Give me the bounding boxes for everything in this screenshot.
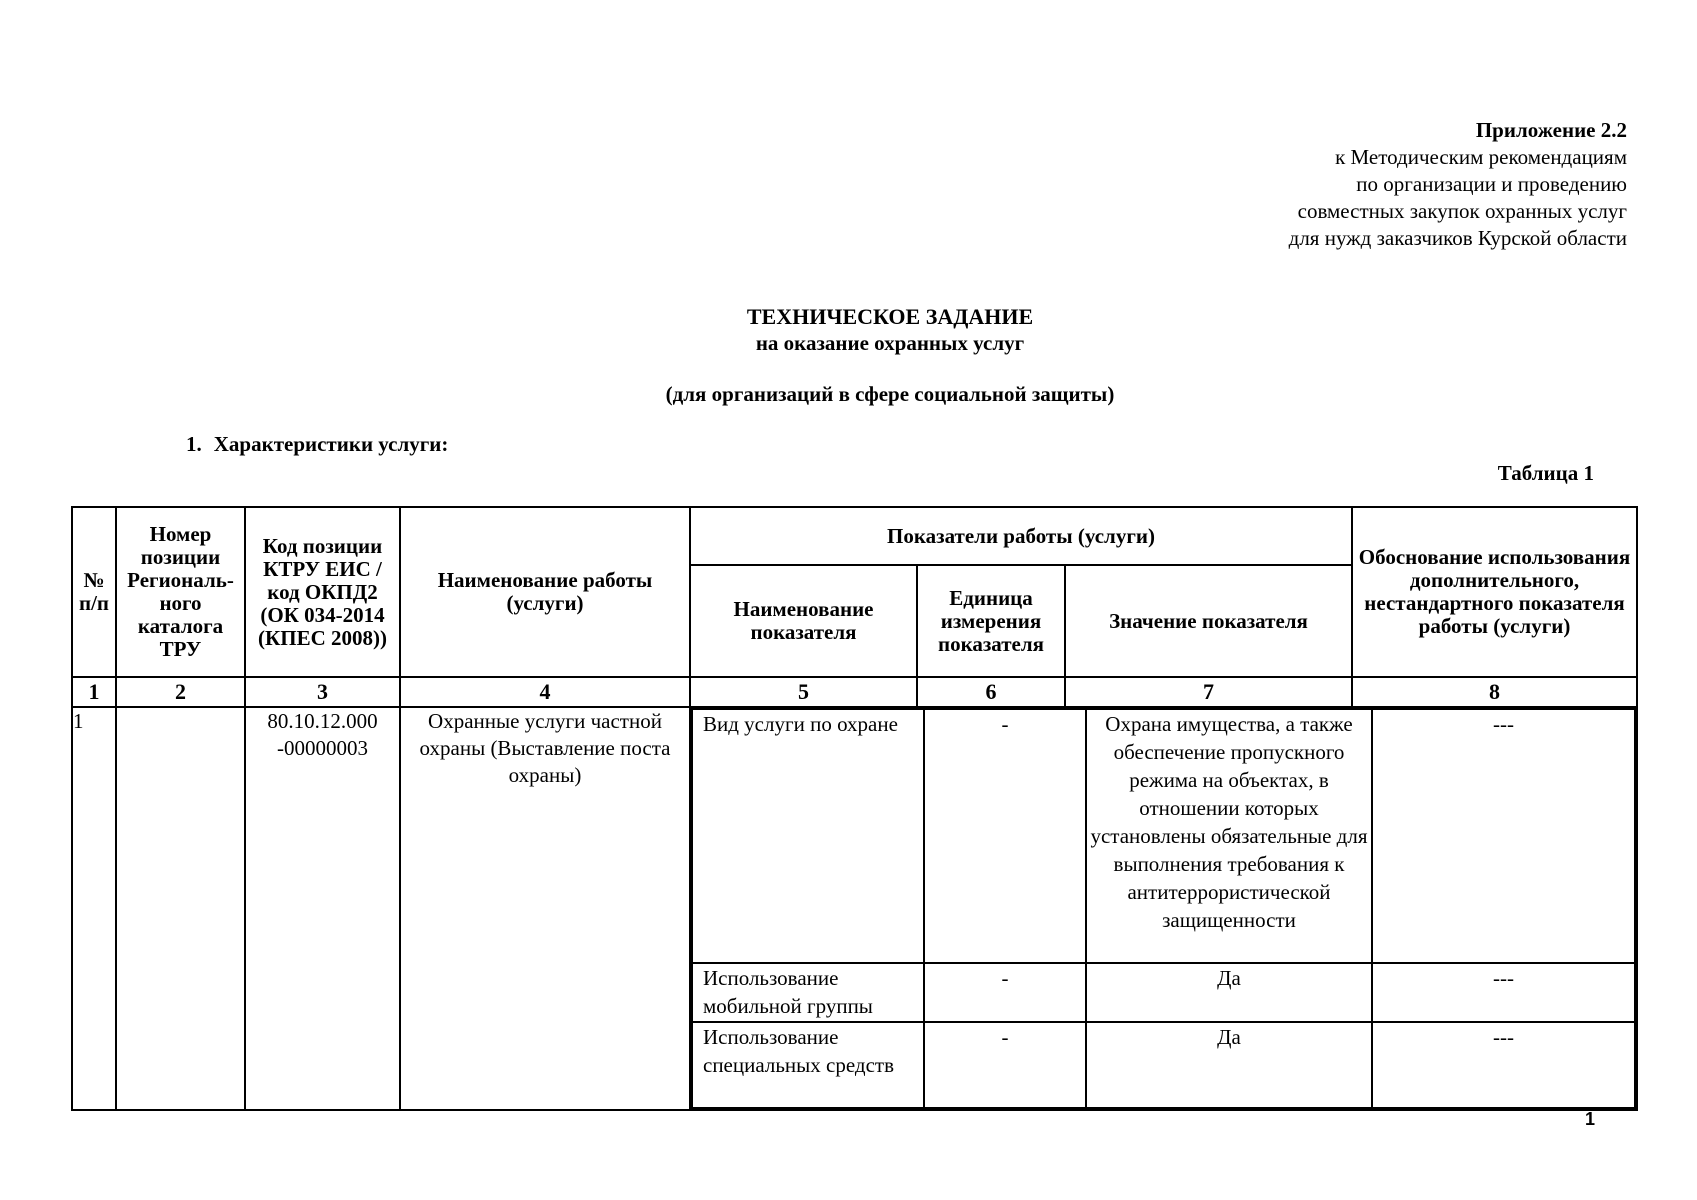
indicators-subtable [691, 708, 1636, 1109]
header-row-number: № п/п [72, 507, 116, 677]
indicator-justification: --- [1372, 963, 1635, 1022]
appendix-block [1289, 117, 1627, 252]
indicator-unit: - [924, 963, 1086, 1022]
column-number: 7 [1065, 677, 1352, 707]
header-catalog-position: Номер позиции Региональ-ного каталога ТРУ [116, 507, 245, 677]
document-subtitle: на оказание охранных услуг [755, 331, 1025, 355]
cell-catalog-position [116, 707, 245, 1110]
header-indicator-name: Наименование показателя [690, 565, 917, 677]
cell-service-name: Охранные услуги частной охраны (Выставление поста охраны) [400, 707, 690, 1110]
indicator-value: Да [1086, 963, 1372, 1022]
table-label: Таблица 1 [1497, 461, 1594, 485]
cell-ktru-code: 80.10.12.000 -00000003 [245, 707, 400, 1110]
indicator-row [692, 709, 1635, 963]
appendix-line-1: к Методическим рекомендациям [1335, 145, 1627, 169]
indicator-name: Использование мобильной группы [692, 963, 924, 1022]
column-number: 5 [690, 677, 917, 707]
indicator-row [692, 963, 1635, 1022]
cell-row-number: 1 [72, 707, 116, 1110]
indicator-value: Да [1086, 1022, 1372, 1108]
column-number: 8 [1352, 677, 1637, 707]
indicator-justification: --- [1372, 709, 1635, 963]
column-number: 6 [917, 677, 1065, 707]
indicator-value: Охрана имущества, а также обеспечение пропускного режима на объектах, в отношении которых установлены обязательные для выполнения требования к антитеррористической защищенности [1086, 709, 1372, 963]
table-row [72, 707, 1637, 1110]
column-number: 4 [400, 677, 690, 707]
indicator-name: Использование специальных средств [692, 1022, 924, 1108]
specification-table [71, 506, 1638, 1111]
column-number: 3 [245, 677, 400, 707]
indicator-justification: --- [1372, 1022, 1635, 1108]
page-number: 1 [1584, 1109, 1595, 1129]
indicator-unit: - [924, 709, 1086, 963]
header-indicators-group: Показатели работы (услуги) [690, 507, 1352, 565]
appendix-line-2: по организации и проведению [1356, 172, 1627, 196]
appendix-line-4: для нужд заказчиков Курской области [1288, 226, 1627, 250]
indicator-unit: - [924, 1022, 1086, 1108]
indicator-name: Вид услуги по охране [692, 709, 924, 963]
column-number: 2 [116, 677, 245, 707]
document-title: ТЕХНИЧЕСКОЕ ЗАДАНИЕ [746, 304, 1034, 329]
header-ktru-code: Код позиции КТРУ ЕИС / код ОКПД2 (ОК 034-2014 (КПЕС 2008)) [245, 507, 400, 677]
indicator-row [692, 1022, 1635, 1108]
header-service-name: Наименование работы (услуги) [400, 507, 690, 677]
section-number: 1. [186, 432, 202, 456]
header-value: Значение показателя [1065, 565, 1352, 677]
appendix-title: Приложение 2.2 [1475, 118, 1627, 142]
document-scope: (для организаций в сфере социальной защиты) [665, 382, 1115, 406]
document-title-block [0, 304, 1697, 407]
header-justification: Обоснование использования дополнительного, нестандартного показателя работы (услуги) [1352, 507, 1637, 677]
indicators-cell [690, 707, 1637, 1110]
header-unit: Единица измерения показателя [917, 565, 1065, 677]
section-title: Характеристики услуги: [213, 432, 449, 456]
column-number: 1 [72, 677, 116, 707]
section-heading [186, 432, 448, 457]
appendix-line-3: совместных закупок охранных услуг [1297, 199, 1627, 223]
